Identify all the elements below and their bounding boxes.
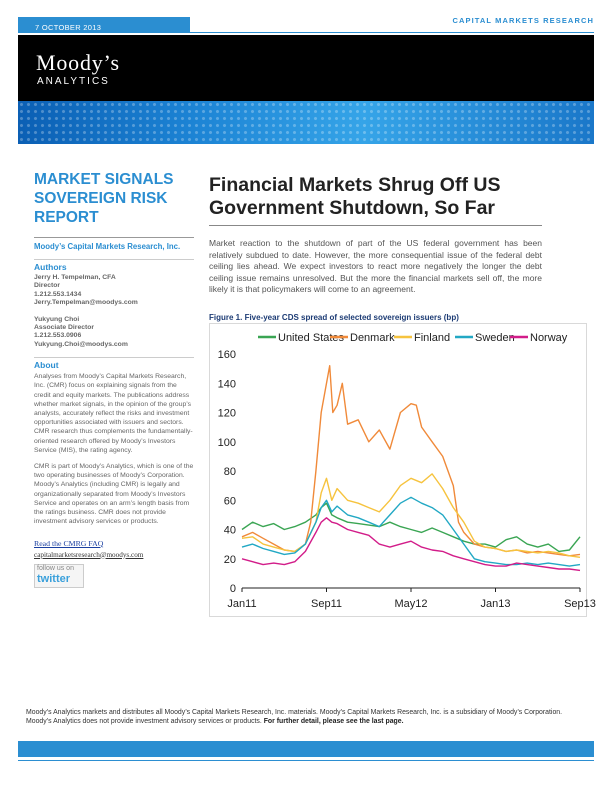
- y-tick-label: 80: [223, 466, 236, 478]
- top-rule: [190, 32, 594, 33]
- sidebar-rule: [34, 357, 194, 358]
- y-tick-label: 160: [217, 349, 236, 361]
- author-block: [34, 274, 194, 308]
- legend-label: Denmark: [350, 332, 395, 344]
- legend-label: Finland: [414, 332, 451, 344]
- about-paragraph: CMR is part of Moody’s Analytics, which is one of the two operating businesses of Moody’s Corporation. Moody’s Analytics (including CMR) is legally and organizationally separated from Moody’s Investors Service and operates on an arm’s length basis from the ratings business. CMR does not provide investment advisory services or products.: [34, 463, 194, 526]
- y-tick-label: 100: [217, 436, 236, 449]
- chart-svg: [210, 324, 596, 616]
- footer-rule: [18, 760, 594, 761]
- disclaimer-text: Moody’s Analytics markets and distributes all Moody’s Capital Markets Research, Inc. materials. Moody’s Capital Markets Research, Inc. is a subsidiary of Moody’s Corporation. Moody’s Analytics does not provide investment advisory services or products.: [26, 709, 563, 725]
- author-phone: 1.212.553.0906: [34, 332, 82, 340]
- x-tick-label: May12: [394, 598, 428, 610]
- banner-dot-pattern: [18, 101, 594, 144]
- figure-caption: Figure 1. Five-year CDS spread of selected sovereign issuers (bp): [209, 313, 459, 322]
- header-banner: [18, 35, 594, 144]
- legend-label: Sweden: [475, 332, 515, 344]
- twitter-icon: twitter: [37, 572, 70, 585]
- sidebar: [34, 170, 194, 588]
- x-tick-label: Sep11: [311, 598, 342, 610]
- author-name: Yukyung Choi: [34, 315, 80, 323]
- sidebar-rule: [34, 259, 194, 260]
- y-tick-label: 140: [217, 378, 236, 391]
- legend-label: Norway: [530, 332, 568, 344]
- date-bar: [18, 17, 190, 33]
- footer-disclaimer: [26, 708, 586, 726]
- about-paragraph: Analyses from Moody’s Capital Markets Research, Inc. (CMR) focus on explaining signals from the credit and equity markets. The publications address whether market signals, in the opinion of the group’s analysts, accurately reflect the risks and investment opportunities associated with issuers and sectors. CMR research thus complements the fundamentally-oriented research offered by Moody’s Investors Service (MIS), the rating agency.: [34, 373, 193, 454]
- contact-email-link[interactable]: capitalmarketsresearch@moodys.com: [34, 550, 144, 559]
- cds-chart: [209, 323, 596, 617]
- legend-label: United States: [278, 332, 345, 344]
- authors-heading: Authors: [34, 262, 67, 272]
- article-lede: Market reaction to the shutdown of part of the US federal government has been relatively subdued to date. However, the more consequential issue of the federal debt ceiling lies ahead. We expect investors to react more negatively the longer the debt ceiling issue remains unresolved. But the more the financial markets sell off, the more likely it is that policymakers will come to an agreement.: [209, 238, 542, 295]
- series-line-sweden: [242, 497, 580, 566]
- x-tick-label: Sep13: [564, 598, 596, 610]
- twitter-follow-text: follow us on: [37, 564, 74, 572]
- y-tick-label: 60: [223, 495, 236, 508]
- author-name: Jerry H. Tempelman, CFA: [34, 274, 116, 281]
- organization-name: Moody’s Capital Markets Research, Inc.: [34, 242, 181, 251]
- x-tick-label: Jan13: [480, 598, 511, 610]
- author-phone: 1.212.553.1434: [34, 290, 82, 298]
- author-email[interactable]: Yukyung.Choi@moodys.com: [34, 340, 128, 348]
- moodys-logo: Moody’s: [36, 50, 120, 75]
- report-date: 7 OCTOBER 2013: [35, 23, 102, 32]
- footer-bar: [18, 741, 594, 757]
- y-tick-label: 40: [223, 524, 236, 537]
- author-title: Associate Director: [34, 324, 95, 332]
- author-block: [34, 316, 194, 350]
- author-email[interactable]: Jerry.Tempelman@moodys.com: [34, 299, 138, 307]
- series-line-united-states: [242, 503, 580, 551]
- analytics-logo: ANALYTICS: [37, 76, 110, 87]
- y-tick-label: 0: [229, 583, 236, 595]
- twitter-follow-badge[interactable]: [34, 564, 84, 588]
- title-rule: [209, 225, 542, 226]
- about-heading: About: [34, 360, 59, 371]
- author-title: Director: [34, 282, 61, 290]
- further-detail-text: For further detail, please see the last page.: [263, 718, 404, 725]
- y-tick-label: 120: [217, 407, 236, 420]
- section-label: CAPITAL MARKETS RESEARCH: [452, 16, 594, 25]
- sidebar-rule: [34, 237, 194, 238]
- faq-link[interactable]: Read the CMRG FAQ: [34, 538, 104, 548]
- y-tick-label: 20: [223, 553, 236, 566]
- report-title: MARKET SIGNALS SOVEREIGN RISK REPORT: [34, 171, 174, 226]
- x-tick-label: Jan11: [227, 598, 257, 610]
- article-title: Financial Markets Shrug Off US Government Shutdown, So Far: [209, 174, 501, 219]
